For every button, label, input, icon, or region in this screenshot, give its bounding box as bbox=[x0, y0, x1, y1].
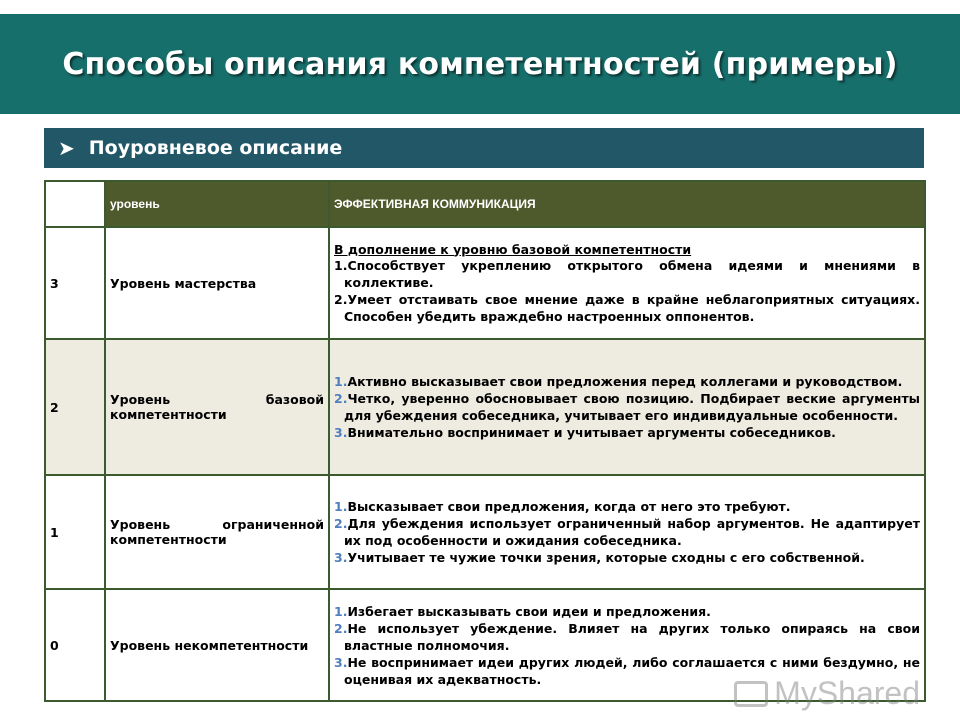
arrow-bullet-icon: ➤ bbox=[58, 136, 75, 160]
level-name: Уровень ограниченной компетентности bbox=[105, 475, 329, 589]
competency-table bbox=[44, 180, 926, 702]
table-header-row bbox=[45, 181, 925, 227]
level-name: Уровень базовой компетентности bbox=[105, 339, 329, 475]
description-intro: В дополнение к уровню базовой компетентности bbox=[334, 241, 692, 257]
level-name: Уровень мастерства bbox=[105, 227, 329, 339]
list-item: 2.Для убеждения использует ограниченный набор аргументов. Не адаптирует их под особенности и ожидания собеседника. bbox=[334, 516, 920, 548]
table-row bbox=[45, 227, 925, 339]
table-row bbox=[45, 339, 925, 475]
header-blank-cell bbox=[45, 181, 105, 227]
table-row bbox=[45, 475, 925, 589]
list-item: 2.Не использует убеждение. Влияет на других только опираясь на свои властные полномочия. bbox=[334, 620, 920, 653]
page-title: Способы описания компетентностей (примеры) bbox=[62, 46, 898, 82]
level-number: 2 bbox=[45, 339, 105, 475]
level-number: 0 bbox=[45, 589, 105, 701]
list-item: 2.Четко, уверенно обосновывает свою позицию. Подбирает веские аргументы для убеждения собеседника, учитывает его индивидуальные особенности. bbox=[334, 391, 920, 423]
section-heading-label: Поуровневое описание bbox=[88, 137, 343, 159]
level-name: Уровень некомпетентности bbox=[105, 589, 329, 701]
section-heading bbox=[44, 128, 924, 168]
list-item: 1.Способствует укреплению открытого обмена идеями и мнениями в коллективе. bbox=[334, 257, 920, 290]
list-item: 1.Высказывает свои предложения, когда от него это требуют. bbox=[334, 499, 791, 514]
title-bar bbox=[0, 14, 960, 114]
list-item: 3.Не воспринимает идеи других людей, либо соглашается с ними бездумно, не оценивая их адекватность. bbox=[334, 654, 920, 687]
level-number: 1 bbox=[45, 475, 105, 589]
list-item: 3.Внимательно воспринимает и учитывает аргументы собеседников. bbox=[334, 425, 836, 440]
watermark-logo-icon bbox=[734, 681, 768, 707]
header-level: уровень bbox=[105, 181, 329, 227]
list-item: 2.Умеет отстаивать свое мнение даже в крайне неблагоприятных ситуациях. Способен убедить враждебно настроенных оппонентов. bbox=[334, 291, 920, 324]
level-description bbox=[329, 339, 925, 475]
watermark-text: MyShared bbox=[774, 675, 920, 711]
list-item: 3.Учитывает те чужие точки зрения, которые сходны с его собственной. bbox=[334, 550, 865, 565]
level-description bbox=[329, 227, 925, 339]
header-competency: ЭФФЕКТИВНАЯ КОММУНИКАЦИЯ bbox=[329, 181, 925, 227]
watermark bbox=[734, 675, 920, 712]
list-item: 1.Активно высказывает свои предложения перед коллегами и руководством. bbox=[334, 374, 903, 389]
level-number: 3 bbox=[45, 227, 105, 339]
level-description bbox=[329, 475, 925, 589]
list-item: 1.Избегает высказывать свои идеи и предложения. bbox=[334, 603, 711, 619]
